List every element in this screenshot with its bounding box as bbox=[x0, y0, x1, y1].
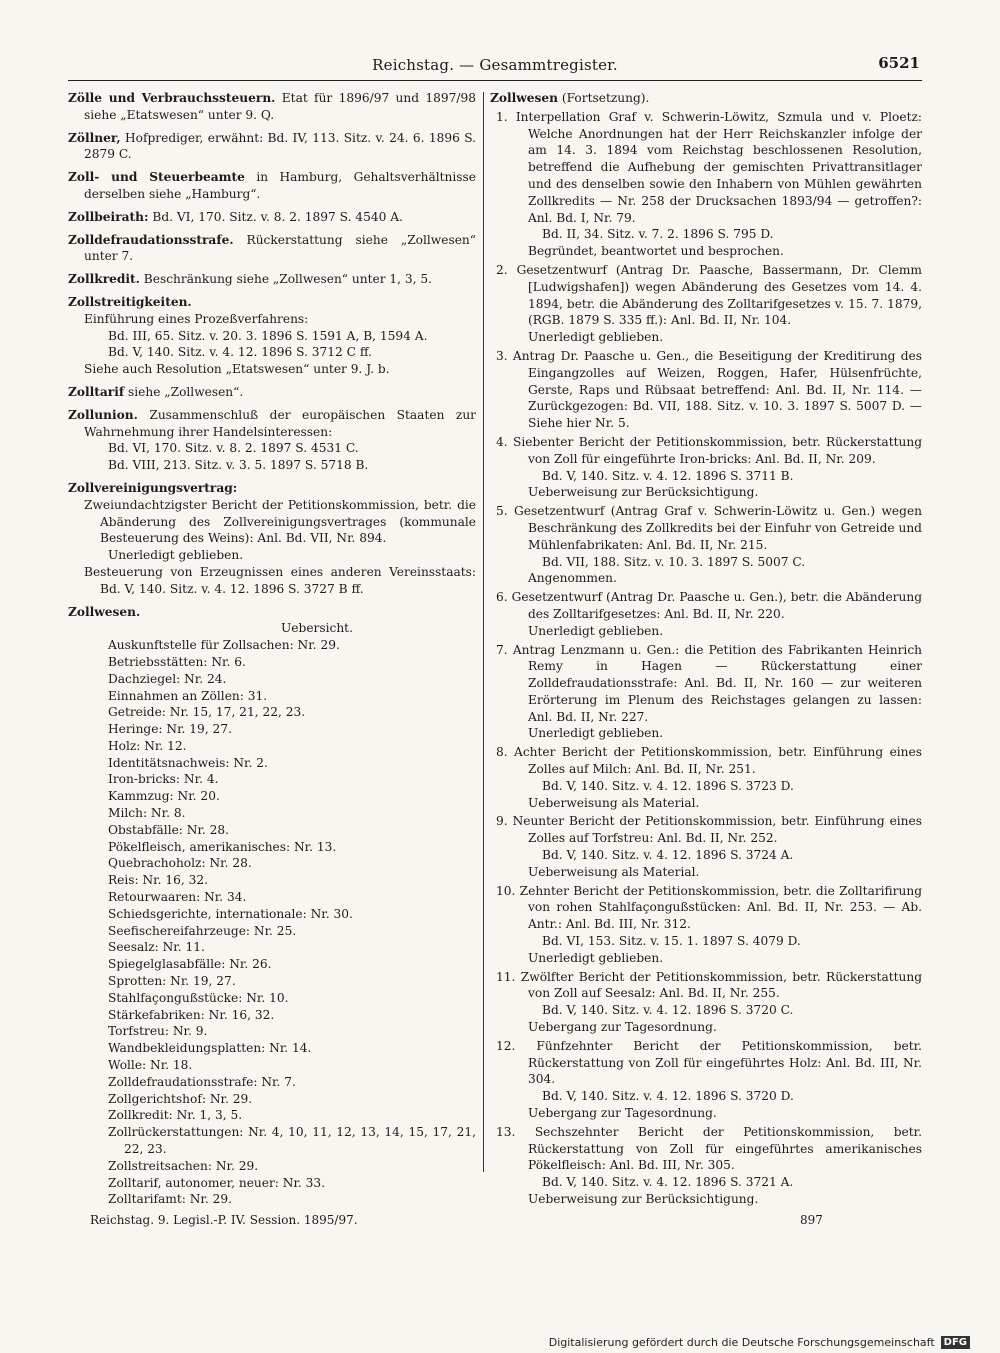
numbered-item bbox=[490, 642, 922, 743]
entry-head: Zollbeirath: bbox=[68, 209, 149, 224]
item-number: 2. bbox=[496, 262, 508, 277]
item-status: Ueberweisung als Material. bbox=[528, 795, 700, 810]
overview-item: Dachziegel: Nr. 24. bbox=[108, 671, 227, 686]
overview-item: Sprotten: Nr. 19, 27. bbox=[108, 974, 236, 989]
numbered-item bbox=[490, 969, 922, 1036]
entry-line: Einführung eines Prozeßverfahrens: bbox=[84, 311, 309, 326]
numbered-item bbox=[490, 883, 922, 967]
item-number: 6. bbox=[496, 590, 508, 605]
left-column bbox=[68, 90, 476, 1208]
entry-text: siehe „Zollwesen“. bbox=[124, 384, 244, 399]
item-text: Gesetzentwurf (Antrag Dr. Paasche u. Gen.), betr. die Abänderung des Zolltarifgesetzes: Anl. Bd. II, Nr. 220. bbox=[511, 590, 922, 621]
overview-item: Spiegelglasabfälle: Nr. 26. bbox=[108, 957, 272, 972]
entry-text: in Hamburg, Gehaltsverhältnisse derselben siehe „Hamburg“. bbox=[84, 170, 476, 201]
entry-zolldefraudation bbox=[68, 232, 476, 266]
item-status: Angenommen. bbox=[528, 571, 617, 586]
page-number: 6521 bbox=[878, 54, 920, 72]
continuation-heading bbox=[490, 90, 922, 107]
item-text: Neunter Bericht der Petitionskommission, betr. Einführung eines Zolles auf Torfstreu: Anl. Bd. II, Nr. 252. bbox=[512, 814, 922, 846]
overview-item: Schiedsgerichte, internationale: Nr. 30. bbox=[108, 906, 353, 921]
item-text: Antrag Lenzmann u. Gen.: die Petition des Fabrikanten Heinrich Remy in Hagen — Rückerstattung einer Zolldefraudationsstrafe: Anl. Bd. II, Nr. 160 — zur weiteren Erörterung im Plenum des Reichstages gelangen zu lassen: Anl. Bd. II, Nr. 227. bbox=[512, 642, 922, 724]
overview-item: Stärkefabriken: Nr. 16, 32. bbox=[108, 1007, 275, 1022]
overview-item: Retourwaaren: Nr. 34. bbox=[108, 890, 247, 905]
entry-text: Beschränkung siehe „Zollwesen“ unter 1, 3, 5. bbox=[139, 272, 433, 287]
entry-zollstreitigkeiten bbox=[68, 294, 476, 378]
overview-item: Zollrückerstattungen: Nr. 4, 10, 11, 12, 13, 14, 15, 17, 21, 22, 23. bbox=[108, 1125, 476, 1157]
item-status: Unerledigt geblieben. bbox=[528, 726, 664, 741]
entry-line: Besteuerung von Erzeugnissen eines anderen Vereinsstaats: Bd. V, 140. Sitz. v. 4. 12. 1896 S. 3727 B ff. bbox=[84, 564, 476, 596]
overview-item: Stahlfaçongußstücke: Nr. 10. bbox=[108, 990, 289, 1005]
digitization-text: Digitalisierung gefördert durch die Deutsche Forschungsgemeinschaft bbox=[548, 1336, 935, 1349]
entry-zolltarif bbox=[68, 384, 476, 401]
entry-text: Rückerstattung siehe „Zollwesen“ unter 7. bbox=[84, 232, 476, 264]
entry-head: Zollstreitigkeiten. bbox=[68, 294, 192, 309]
item-text: Antrag Dr. Paasche u. Gen., die Beseitigung der Kreditirung des Eingangzolles auf Weizen, Roggen, Hafer, Hülsenfrüchte, Gerste, Raps und Rübsaat betreffend: Anl. Bd. II, Nr. 114. — Zurückgezogen: Bd. VII, 188. Sitz. v. 10. 3. 1897 S. 5007 D. — Siehe hier Nr. 5. bbox=[512, 348, 923, 431]
item-number: 8. bbox=[496, 745, 508, 760]
entry-zollunion bbox=[68, 407, 476, 474]
overview-item: Zollkredit: Nr. 1, 3, 5. bbox=[108, 1108, 243, 1123]
entry-head: Zollunion. bbox=[68, 407, 138, 422]
footer-session: Reichstag. 9. Legisl.-P. IV. Session. 1895/97. bbox=[90, 1213, 358, 1227]
overview-item: Zolldefraudationsstrafe: Nr. 7. bbox=[108, 1074, 296, 1089]
item-reference: Bd. V, 140. Sitz. v. 4. 12. 1896 S. 3720 D. bbox=[542, 1089, 794, 1104]
overview-item: Iron-bricks: Nr. 4. bbox=[108, 772, 219, 787]
item-text: Gesetzentwurf (Antrag Dr. Paasche, Bassermann, Dr. Clemm [Ludwigshafen]) wegen Abänderung des Gesetzes vom 14. 4. 1894, betr. die Abänderung des Zolltarifgesetzes v. 15. 7. 1879, (RGB. 1879 S. 335 ff.): Anl. Bd. II, Nr. 104. bbox=[516, 262, 922, 328]
numbered-item bbox=[490, 503, 922, 587]
item-status: Uebergang zur Tagesordnung. bbox=[528, 1106, 717, 1121]
entry-zollkredit bbox=[68, 271, 476, 288]
item-number: 13. bbox=[496, 1124, 516, 1139]
item-status: Unerledigt geblieben. bbox=[528, 330, 664, 345]
numbered-item bbox=[490, 109, 922, 260]
entry-head: Zollwesen. bbox=[68, 604, 141, 619]
entry-head: Zolltarif bbox=[68, 384, 125, 399]
numbered-item bbox=[490, 348, 922, 432]
overview-item: Seesalz: Nr. 11. bbox=[108, 940, 205, 955]
item-main bbox=[490, 1038, 922, 1088]
item-status: Unerledigt geblieben. bbox=[528, 950, 664, 965]
item-reference: Bd. V, 140. Sitz. v. 4. 12. 1896 S. 3723 D. bbox=[542, 778, 794, 793]
numbered-item bbox=[490, 589, 922, 639]
entry-ref: Bd. V, 140. Sitz. v. 4. 12. 1896 S. 3712 C ff. bbox=[108, 345, 372, 360]
entry-text: Bd. VI, 170. Sitz. v. 8. 2. 1897 S. 4540 A. bbox=[148, 209, 403, 224]
entry-head: Zollvereinigungsvertrag: bbox=[68, 480, 238, 495]
entry-ref: Bd. VIII, 213. Sitz. v. 3. 5. 1897 S. 5718 B. bbox=[108, 458, 369, 473]
numbered-item bbox=[490, 1038, 922, 1122]
overview-item: Betriebsstätten: Nr. 6. bbox=[108, 654, 246, 669]
overview-item: Kammzug: Nr. 20. bbox=[108, 789, 220, 804]
item-number: 4. bbox=[496, 434, 508, 449]
overview-item: Obstabfälle: Nr. 28. bbox=[108, 822, 230, 837]
header-title: Reichstag. — Gesammtregister. bbox=[372, 56, 618, 74]
item-number: 10. bbox=[496, 883, 516, 898]
item-main bbox=[490, 1124, 922, 1174]
item-main bbox=[490, 348, 922, 432]
numbered-item bbox=[490, 262, 922, 346]
entry-zoelle bbox=[68, 90, 476, 124]
overview-item: Pökelfleisch, amerikanisches: Nr. 13. bbox=[108, 839, 337, 854]
overview-item: Zolltarif, autonomer, neuer: Nr. 33. bbox=[108, 1175, 326, 1190]
digitization-note bbox=[549, 1336, 970, 1349]
entry-line: Zweiundachtzigster Bericht der Petitionskommission, betr. die Abänderung des Zollvereinigungsvertrages (kommunale Besteuerung des Weins): Anl. Bd. VII, Nr. 894. bbox=[84, 497, 476, 546]
numbered-item bbox=[490, 434, 922, 501]
entry-text: Zusammenschluß der europäischen Staaten zur Wahrnehmung ihrer Handelsinteressen: bbox=[84, 407, 476, 439]
item-number: 7. bbox=[496, 642, 508, 657]
entry-head: Zollwesen bbox=[490, 91, 559, 105]
overview-item: Quebrachoholz: Nr. 28. bbox=[108, 856, 252, 871]
numbered-item bbox=[490, 744, 922, 811]
item-text: Zehnter Bericht der Petitionskommission, betr. die Zolltarifirung von rohen Stahlfaçongußstücken: Anl. Bd. II, Nr. 253. — Ab. Antr.: Anl. Bd. III, Nr. 312. bbox=[519, 883, 923, 932]
entry-zoellner bbox=[68, 130, 476, 164]
overview-item: Seefischereifahrzeuge: Nr. 25. bbox=[108, 923, 297, 938]
numbered-item bbox=[490, 813, 922, 880]
entry-line: Siehe auch Resolution „Etatswesen“ unter 9. J. b. bbox=[84, 362, 390, 377]
overview-item: Milch: Nr. 8. bbox=[108, 806, 186, 821]
entry-status: Unerledigt geblieben. bbox=[108, 548, 244, 563]
item-status: Ueberweisung als Material. bbox=[528, 864, 700, 879]
overview-title: Uebersicht. bbox=[281, 621, 353, 636]
entry-text: Hofprediger, erwähnt: Bd. IV, 113. Sitz. v. 24. 6. 1896 S. 2879 C. bbox=[84, 130, 476, 162]
item-reference: Bd. VI, 153. Sitz. v. 15. 1. 1897 S. 4079 D. bbox=[542, 934, 801, 949]
entry-ref: Bd. III, 65. Sitz. v. 20. 3. 1896 S. 1591 A, B, 1594 A. bbox=[108, 328, 428, 343]
item-reference: Bd. V, 140. Sitz. v. 4. 12. 1896 S. 3720 C. bbox=[542, 1003, 794, 1018]
item-reference: Bd. VII, 188. Sitz. v. 10. 3. 1897 S. 5007 C. bbox=[542, 554, 806, 569]
item-number: 5. bbox=[496, 504, 508, 519]
item-main bbox=[490, 969, 922, 1003]
page-header bbox=[70, 52, 920, 78]
overview-item: Torfstreu: Nr. 9. bbox=[108, 1024, 208, 1039]
overview-item: Zollstreitsachen: Nr. 29. bbox=[108, 1158, 259, 1173]
item-number: 1. bbox=[496, 109, 508, 124]
item-text: Interpellation Graf v. Schwerin-Löwitz, Szmula und v. Ploetz: Welche Anordnungen hat der Herr Reichskanzler infolge der am 14. 3. 1894 vom Reichstag beschlossenen Resolution, betreffend die Aufhebung der gemischten Privattransitlager und des denselben sowie den Inhabern von Mühlen gewährten Zollkredits — Nr. 258 der Drucksachen 1893/94 — getroffen?: Anl. Bd. I, Nr. 79. bbox=[515, 109, 923, 225]
item-main bbox=[490, 589, 922, 623]
header-rule bbox=[68, 80, 922, 81]
item-status: Uebergang zur Tagesordnung. bbox=[528, 1020, 717, 1035]
item-status: Ueberweisung zur Berücksichtigung. bbox=[528, 1192, 759, 1206]
item-main bbox=[490, 744, 922, 778]
item-text: Fünfzehnter Bericht der Petitionskommission, betr. Rückerstattung von Zoll für eingeführtes Holz: Anl. Bd. III, Nr. 304. bbox=[528, 1038, 922, 1087]
item-main bbox=[490, 434, 922, 468]
item-status: Begründet, beantwortet und besprochen. bbox=[528, 244, 784, 259]
entry-head: Zollkredit. bbox=[68, 272, 140, 287]
overview-item: Zolltarifamt: Nr. 29. bbox=[108, 1192, 232, 1207]
overview-item: Wandbekleidungsplatten: Nr. 14. bbox=[108, 1041, 312, 1056]
item-main bbox=[490, 503, 922, 553]
item-reference: Bd. V, 140. Sitz. v. 4. 12. 1896 S. 3724 A. bbox=[542, 848, 794, 863]
dfg-logo: DFG bbox=[941, 1336, 970, 1349]
item-text: Gesetzentwurf (Antrag Graf v. Schwerin-Löwitz u. Gen.) wegen Beschränkung des Zollkredits bei der Einfuhr von Getreide und Mühlenfabrikaten: Anl. Bd. II, Nr. 215. bbox=[514, 504, 923, 552]
entry-text: (Fortsetzung). bbox=[558, 91, 650, 105]
item-main bbox=[490, 262, 922, 329]
entry-head: Zoll- und Steuerbeamte bbox=[68, 170, 245, 185]
item-main bbox=[490, 109, 922, 227]
item-text: Siebenter Bericht der Petitionskommission, betr. Rückerstattung von Zoll für eingeführte Iron-bricks: Anl. Bd. II, Nr. 209. bbox=[513, 434, 922, 466]
entry-head: Zöllner, bbox=[68, 130, 121, 145]
item-reference: Bd. V, 140. Sitz. v. 4. 12. 1896 S. 3721 A. bbox=[542, 1175, 794, 1190]
entry-zollwesen bbox=[68, 604, 476, 1209]
overview-item: Heringe: Nr. 19, 27. bbox=[108, 722, 232, 737]
right-column bbox=[490, 90, 922, 1210]
entry-ref: Bd. VI, 170. Sitz. v. 8. 2. 1897 S. 4531 C. bbox=[108, 441, 359, 456]
item-reference: Bd. V, 140. Sitz. v. 4. 12. 1896 S. 3711 B. bbox=[542, 468, 794, 483]
item-number: 3. bbox=[496, 348, 508, 363]
item-text: Achter Bericht der Petitionskommission, betr. Einführung eines Zolles auf Milch: Anl. Bd. II, Nr. 251. bbox=[514, 745, 922, 777]
item-text: Zwölfter Bericht der Petitionskommission, betr. Rückerstattung von Zoll auf Seesalz: Anl. Bd. II, Nr. 255. bbox=[520, 969, 923, 1001]
item-number: 11. bbox=[496, 969, 516, 984]
item-reference: Bd. II, 34. Sitz. v. 7. 2. 1896 S. 795 D. bbox=[542, 227, 774, 242]
item-main bbox=[490, 642, 922, 726]
item-status: Ueberweisung zur Berücksichtigung. bbox=[528, 485, 759, 500]
entry-text: Etat für 1896/97 und 1897/98 siehe „Etatswesen“ unter 9. Q. bbox=[84, 91, 477, 122]
item-main bbox=[490, 813, 922, 847]
entry-head: Zölle und Verbrauchssteuern. bbox=[68, 91, 276, 105]
item-main bbox=[490, 883, 922, 933]
overview-item: Wolle: Nr. 18. bbox=[108, 1058, 193, 1073]
item-text: Sechszehnter Bericht der Petitionskommission, betr. Rückerstattung von Zoll für eingeführtes amerikanisches Pökelfleisch: Anl. Bd. III, Nr. 305. bbox=[528, 1124, 922, 1173]
item-number: 12. bbox=[496, 1038, 516, 1053]
overview-item: Auskunftstelle für Zollsachen: Nr. 29. bbox=[108, 638, 340, 653]
item-status: Unerledigt geblieben. bbox=[528, 623, 664, 638]
overview-list bbox=[84, 637, 476, 1208]
numbered-item bbox=[490, 1124, 922, 1208]
overview-item: Holz: Nr. 12. bbox=[108, 738, 187, 753]
entry-zollbeirath bbox=[68, 209, 476, 226]
numbered-items bbox=[490, 109, 922, 1208]
overview-item: Zollgerichtshof: Nr. 29. bbox=[108, 1091, 253, 1106]
item-number: 9. bbox=[496, 814, 508, 829]
overview-item: Einnahmen an Zöllen: 31. bbox=[108, 688, 268, 703]
entry-zollvereinigungsvertrag bbox=[68, 480, 476, 598]
entry-steuerbeamte bbox=[68, 169, 476, 203]
overview-item: Reis: Nr. 16, 32. bbox=[108, 873, 209, 888]
column-divider bbox=[483, 92, 484, 1172]
entry-head: Zolldefraudationsstrafe. bbox=[68, 232, 234, 247]
overview-item: Identitätsnachweis: Nr. 2. bbox=[108, 755, 268, 770]
overview-item: Getreide: Nr. 15, 17, 21, 22, 23. bbox=[108, 705, 306, 720]
footer-page-number: 897 bbox=[800, 1213, 823, 1227]
